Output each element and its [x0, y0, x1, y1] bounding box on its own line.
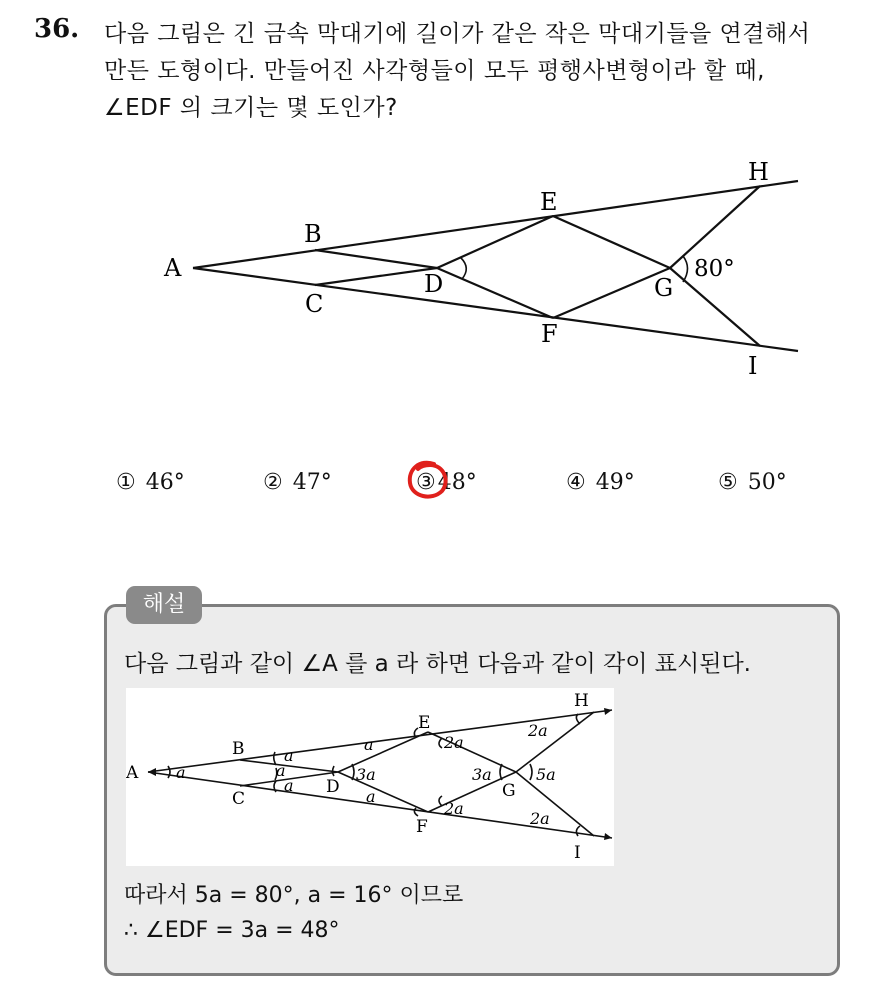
sol-angle-2a-I: 2a — [530, 809, 550, 828]
sol-angle-a-B2: a — [276, 761, 286, 780]
label-B: B — [304, 220, 322, 248]
choice-4-mark: ④ — [566, 470, 586, 495]
choice-5[interactable] — [718, 470, 787, 495]
choice-5-text: 50° — [747, 470, 787, 495]
sol-label-H: H — [574, 691, 589, 711]
sol-angle-a-E: a — [364, 735, 374, 754]
sol-angle-5a-G: 5a — [536, 765, 556, 784]
angle-80: 80° — [694, 256, 735, 282]
choice-1[interactable] — [116, 470, 185, 495]
angle-arc-g — [683, 256, 688, 282]
angle-arc-d — [461, 258, 466, 279]
question-figure — [0, 150, 884, 390]
solution-tag: 해설 — [126, 586, 202, 624]
question-line-1: 다음 그림은 긴 금속 막대기에 길이가 같은 작은 막대기들을 연결해서 — [104, 21, 811, 47]
rod-cd — [315, 268, 437, 285]
choice-4-text: 49° — [595, 470, 635, 495]
sol-label-B: B — [232, 739, 245, 759]
sol-label-D: D — [326, 777, 340, 797]
label-A: A — [164, 254, 182, 282]
label-E: E — [540, 188, 558, 216]
solution-intro: 다음 그림과 같이 ∠A 를 a 라 하면 다음과 같이 각이 표시된다. — [124, 651, 751, 677]
solution-figure — [126, 688, 614, 866]
choice-4[interactable] — [566, 470, 635, 495]
sol-label-A: A — [126, 763, 139, 783]
choice-2[interactable] — [263, 470, 332, 495]
sol-label-I: I — [574, 843, 581, 863]
solution-line-2: ∴ ∠EDF = 3a = 48° — [124, 918, 340, 943]
label-D: D — [424, 270, 444, 298]
rod-upper — [193, 181, 798, 268]
sol-label-F: F — [416, 817, 428, 837]
sol-label-C: C — [232, 789, 246, 809]
sol-angle-3a-G: 3a — [472, 765, 492, 784]
sol-label-E: E — [418, 713, 431, 733]
choice-2-text: 47° — [292, 470, 332, 495]
question-text — [104, 16, 864, 127]
choice-3-mark: ③ — [416, 470, 436, 495]
choice-1-text: 46° — [145, 470, 185, 495]
choice-5-mark: ⑤ — [718, 470, 738, 495]
choice-2-mark: ② — [263, 470, 283, 495]
sol-angle-3a-D: 3a — [356, 765, 376, 784]
sol-angle-2a-F: 2a — [444, 799, 464, 818]
sol-angle-a-C: a — [284, 776, 294, 795]
rod-eg — [553, 216, 670, 268]
sol-angle-2a-H: 2a — [528, 721, 548, 740]
label-F: F — [541, 320, 558, 348]
rod-bd — [315, 250, 437, 268]
question-number: 36. — [34, 14, 80, 44]
solution-figure-panel — [126, 688, 614, 866]
sol-angle-a-F: a — [366, 787, 376, 806]
label-C: C — [305, 290, 324, 318]
sol-label-G: G — [502, 781, 516, 801]
question-line-2: 만든 도형이다. 만들어진 사각형들이 모두 평행사변형이라 할 때, — [104, 58, 765, 84]
solution-line-1: 따라서 5a = 80°, a = 16° 이므로 — [124, 883, 464, 908]
sol-angle-a-A: a — [176, 763, 186, 782]
choice-3-text: 48° — [437, 470, 477, 495]
choice-1-mark: ① — [116, 470, 136, 495]
selected-answer-circle — [404, 459, 450, 503]
sol-angle-a-B1: a — [284, 746, 294, 765]
label-G: G — [654, 274, 674, 302]
question-line-3: ∠EDF 의 크기는 몇 도인가? — [104, 95, 398, 121]
label-H: H — [748, 158, 769, 186]
rod-fg — [553, 268, 670, 318]
label-I: I — [748, 352, 758, 380]
sol-angle-2a-E: 2a — [444, 733, 464, 752]
